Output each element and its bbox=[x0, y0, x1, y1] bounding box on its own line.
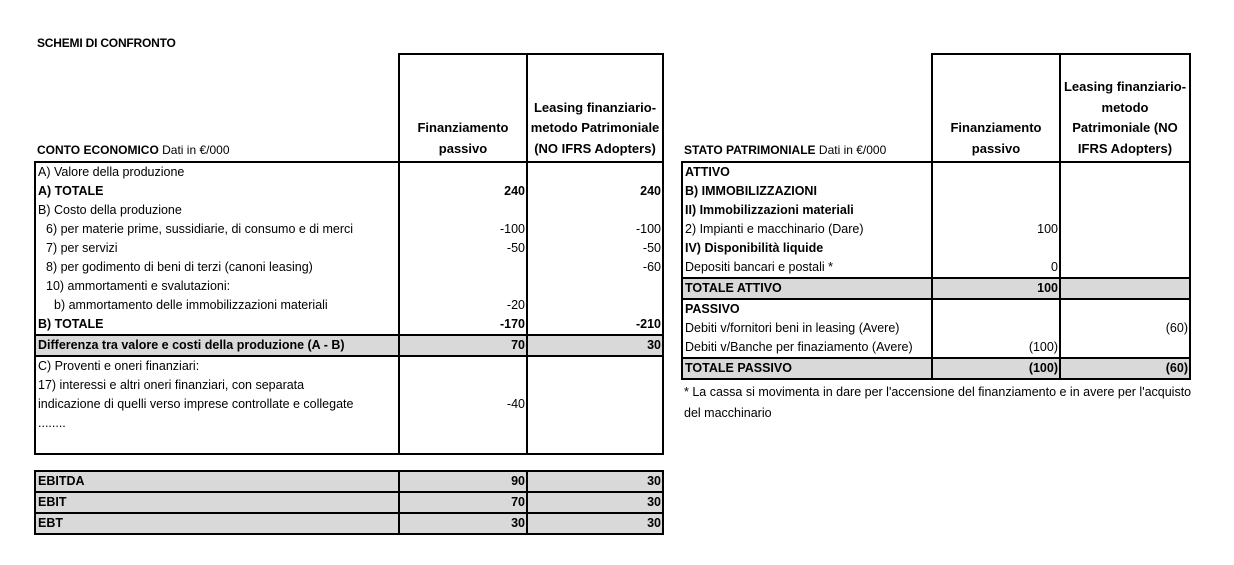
table-row-highlight: Differenza tra valore e costi della produzione (A - B) 70 30 bbox=[35, 335, 663, 356]
table-row: B) IMMOBILIZZAZIONI bbox=[682, 182, 1190, 201]
balance-sheet-table bbox=[681, 53, 1191, 380]
table-row: II) Immobilizzazioni materiali bbox=[682, 201, 1190, 220]
table-row: Debiti v/fornitori beni in leasing (Avere) (60) bbox=[682, 319, 1190, 338]
table-row: 17) interessi e altri oneri finanziari, con separata bbox=[35, 376, 663, 395]
table-row: b) ammortamento delle immobilizzazioni materiali -20 bbox=[35, 296, 663, 315]
footnote: * La cassa si movimenta in dare per l'accensione del finanziamento e in avere per l'acquisto del macchinario bbox=[684, 385, 1192, 420]
page-title: SCHEMI DI CONFRONTO bbox=[37, 36, 176, 50]
table-row: Debiti v/Banche per finaziamento (Avere) (100) bbox=[682, 338, 1190, 358]
table-row bbox=[35, 433, 663, 454]
table-row: ........ bbox=[35, 414, 663, 433]
balance-sheet-label: STATO PATRIMONIALE Dati in €/000 bbox=[682, 54, 932, 162]
table-row: IV) Disponibilità liquide bbox=[682, 239, 1190, 258]
table-row-total-liabilities: TOTALE PASSIVO (100) (60) bbox=[682, 358, 1190, 379]
table-row-total-assets: TOTALE ATTIVO 100 bbox=[682, 278, 1190, 299]
income-statement-header bbox=[35, 54, 663, 162]
income-statement-label: CONTO ECONOMICO Dati in €/000 bbox=[35, 54, 399, 162]
table-row: 7) per servizi -50 -50 bbox=[35, 239, 663, 258]
col-header-financing: Finanziamento passivo bbox=[932, 54, 1060, 162]
table-row: B) Costo della produzione bbox=[35, 201, 663, 220]
table-row: 8) per godimento di beni di terzi (canoni leasing) -60 bbox=[35, 258, 663, 277]
ebitda-summary-table bbox=[34, 470, 664, 535]
table-row: A) TOTALE 240 240 bbox=[35, 182, 663, 201]
table-row: 6) per materie prime, sussidiarie, di consumo e di merci -100 -100 bbox=[35, 220, 663, 239]
table-row: C) Proventi e oneri finanziari: bbox=[35, 356, 663, 376]
summary-row-ebt: EBT 30 30 bbox=[35, 513, 663, 534]
table-row: 2) Impianti e macchinario (Dare) 100 bbox=[682, 220, 1190, 239]
income-statement-table bbox=[34, 53, 664, 455]
summary-row-ebitda: EBITDA 90 30 bbox=[35, 471, 663, 492]
table-row: Depositi bancari e postali * 0 bbox=[682, 258, 1190, 278]
table-row: PASSIVO bbox=[682, 299, 1190, 319]
balance-sheet-header bbox=[682, 54, 1190, 162]
table-row: B) TOTALE -170 -210 bbox=[35, 315, 663, 335]
col-header-financing: Finanziamento passivo bbox=[399, 54, 527, 162]
col-header-leasing: Leasing finanziario-metodo Patrimoniale (NO IFRS Adopters) bbox=[1060, 54, 1190, 162]
summary-row-ebit: EBIT 70 30 bbox=[35, 492, 663, 513]
table-row: indicazione di quelli verso imprese controllate e collegate -40 bbox=[35, 395, 663, 414]
table-row: ATTIVO bbox=[682, 162, 1190, 182]
col-header-leasing: Leasing finanziario-metodo Patrimoniale (NO IFRS Adopters) bbox=[527, 54, 663, 162]
table-row: A) Valore della produzione bbox=[35, 162, 663, 182]
table-row: 10) ammortamenti e svalutazioni: bbox=[35, 277, 663, 296]
